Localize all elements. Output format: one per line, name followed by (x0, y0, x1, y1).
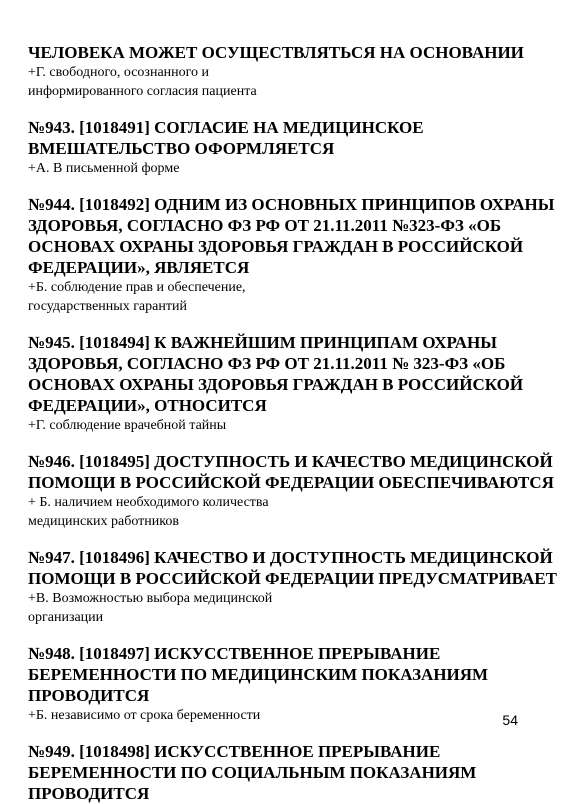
question-title (28, 643, 548, 706)
question-title-line: БЕРЕМЕННОСТИ ПО СОЦИАЛЬНЫМ ПОКАЗАНИЯМ (28, 763, 477, 782)
question-title-line: №944. [1018492] ОДНИМ ИЗ ОСНОВНЫХ ПРИНЦИПОВ ОХРАНЫ (28, 195, 555, 214)
answer-line: +А. В письменной форме (28, 161, 180, 176)
question-title-line: №947. [1018496] КАЧЕСТВО И ДОСТУПНОСТЬ МЕДИЦИНСКОЙ (28, 548, 553, 567)
answer-line: медицинских работников (28, 514, 179, 529)
question-title-line: №945. [1018494] К ВАЖНЕЙШИМ ПРИНЦИПАМ ОХРАНЫ (28, 333, 497, 352)
answer-text (28, 706, 548, 725)
intro-block (28, 42, 548, 101)
question-title-line: ФЕДЕРАЦИИ», ОТНОСИТСЯ (28, 396, 267, 415)
question-title-line: ЗДОРОВЬЯ, СОГЛАСНО ФЗ РФ ОТ 21.11.2011 № 323-ФЗ «ОБ (28, 354, 506, 373)
question-title (28, 117, 548, 159)
question-title-line: №949. [1018498] ИСКУССТВЕННОЕ ПРЕРЫВАНИЕ (28, 742, 441, 761)
answer-line: + Б. наличием необходимого количества (28, 495, 269, 510)
answer-line: государственных гарантий (28, 299, 187, 314)
answer-line: +Г. соблюдение врачебной тайны (28, 418, 227, 433)
answer-line: +Б. независимо от срока беременности (28, 708, 261, 723)
question-title-line: ОСНОВАХ ОХРАНЫ ЗДОРОВЬЯ ГРАЖДАН В РОССИЙСКОЙ (28, 237, 524, 256)
question-title-line: БЕРЕМЕННОСТИ ПО МЕДИЦИНСКИМ ПОКАЗАНИЯМ (28, 665, 489, 684)
document-page (28, 42, 558, 804)
answer-line: +Б. соблюдение прав и обеспечение, (28, 280, 246, 295)
question-title-line: ПРОВОДИТСЯ (28, 784, 150, 803)
question-title (28, 194, 555, 278)
question-title-line: №946. [1018495] ДОСТУПНОСТЬ И КАЧЕСТВО МЕДИЦИНСКОЙ (28, 452, 553, 471)
answer-text (28, 416, 548, 435)
question-946 (28, 451, 554, 531)
question-title-line: №948. [1018497] ИСКУССТВЕННОЕ ПРЕРЫВАНИЕ (28, 644, 441, 663)
answer-text (28, 63, 548, 101)
question-title-line: ОСНОВАХ ОХРАНЫ ЗДОРОВЬЯ ГРАЖДАН В РОССИЙСКОЙ (28, 375, 524, 394)
question-title-line: ПРОВОДИТСЯ (28, 686, 150, 705)
question-947 (28, 547, 558, 627)
question-title-line: ВМЕШАТЕЛЬСТВО ОФОРМЛЯЕТСЯ (28, 139, 335, 158)
answer-line: организации (28, 610, 104, 625)
answer-text (28, 159, 548, 178)
question-title-line: ФЕДЕРАЦИИ», ЯВЛЯЕТСЯ (28, 258, 250, 277)
question-title (28, 741, 548, 804)
question-title-line: ЧЕЛОВЕКА МОЖЕТ ОСУЩЕСТВЛЯТЬСЯ НА ОСНОВАНИИ (28, 43, 524, 62)
question-948 (28, 643, 548, 725)
question-title-line: №943. [1018491] СОГЛАСИЕ НА МЕДИЦИНСКОЕ (28, 118, 424, 137)
question-title-line: ЗДОРОВЬЯ, СОГЛАСНО ФЗ РФ ОТ 21.11.2011 №323-ФЗ «ОБ (28, 216, 502, 235)
answer-text (28, 278, 548, 316)
question-title (28, 42, 548, 63)
question-title-line: ПОМОЩИ В РОССИЙСКОЙ ФЕДЕРАЦИИ ПРЕДУСМАТРИВАЕТ (28, 569, 558, 588)
question-title (28, 547, 558, 589)
question-title (28, 451, 554, 493)
answer-line: +В. Возможностью выбора медицинской (28, 591, 273, 606)
question-title-line: ПОМОЩИ В РОССИЙСКОЙ ФЕДЕРАЦИИ ОБЕСПЕЧИВАЮТСЯ (28, 473, 554, 492)
question-944 (28, 194, 555, 316)
question-945 (28, 332, 548, 435)
answer-text (28, 493, 548, 531)
question-943 (28, 117, 548, 178)
question-title (28, 332, 548, 416)
answer-text (28, 589, 548, 627)
answer-line: +Г. свободного, осознанного и (28, 65, 210, 80)
question-949 (28, 741, 548, 804)
answer-line: информированного согласия пациента (28, 84, 257, 99)
page-number: 54 (502, 712, 518, 728)
